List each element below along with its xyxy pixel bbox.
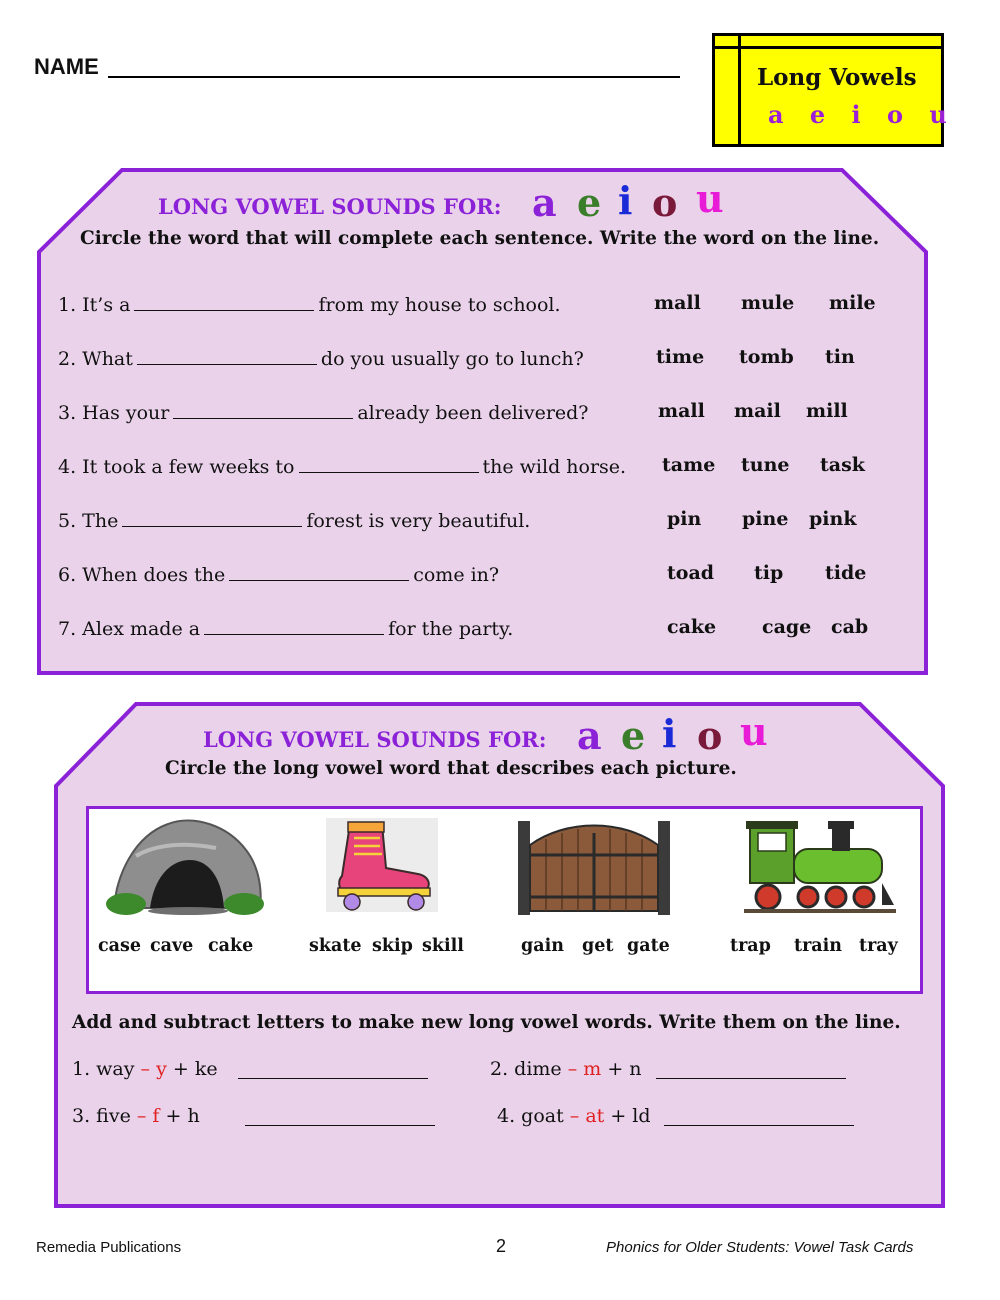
section1-instruction: Circle the word that will complete each sentence. Write the word on the line.	[80, 228, 880, 249]
math-problem: 2. dime – m + n	[490, 1058, 642, 1080]
sentence-row: 3. Has your already been delivered?	[58, 402, 589, 424]
answer-blank[interactable]	[173, 400, 353, 419]
cave-icon	[106, 816, 266, 916]
footer-book-title: Phonics for Older Students: Vowel Task Cards	[606, 1239, 914, 1256]
option-word[interactable]: task	[820, 454, 865, 476]
picture-word[interactable]: get	[582, 936, 614, 956]
option-word[interactable]: cage	[762, 616, 812, 638]
math-problem: 4. goat – at + ld	[497, 1105, 651, 1127]
option-word[interactable]: tomb	[739, 346, 794, 368]
option-word[interactable]: mile	[829, 292, 876, 314]
vowel-u: u	[740, 709, 768, 754]
option-word[interactable]: mill	[806, 400, 848, 422]
option-word[interactable]: tame	[662, 454, 716, 476]
answer-blank[interactable]	[299, 454, 479, 473]
section2-instruction-2: Add and subtract letters to make new long vowel words. Write them on the line.	[72, 1012, 901, 1033]
option-word[interactable]: time	[656, 346, 705, 368]
option-word[interactable]: toad	[667, 562, 715, 584]
vowel-i: i	[618, 178, 633, 223]
picture-word-group	[98, 936, 141, 956]
name-label: NAME	[34, 54, 99, 79]
math-answer-line[interactable]	[245, 1125, 435, 1126]
option-word[interactable]: tin	[825, 346, 855, 368]
picture-word[interactable]: cave	[150, 936, 194, 956]
option-word[interactable]: pink	[809, 508, 857, 530]
option-word[interactable]: tip	[754, 562, 784, 584]
option-word[interactable]: mall	[658, 400, 705, 422]
vowel-o: o	[697, 713, 723, 758]
answer-blank[interactable]	[134, 292, 314, 311]
footer-publisher: Remedia Publications	[36, 1239, 182, 1256]
option-word[interactable]: mail	[734, 400, 781, 422]
math-answer-line[interactable]	[664, 1125, 854, 1126]
option-word[interactable]: tide	[825, 562, 867, 584]
answer-blank[interactable]	[229, 562, 409, 581]
train-icon	[744, 817, 896, 917]
answer-blank[interactable]	[122, 508, 302, 527]
option-word[interactable]: mall	[654, 292, 701, 314]
math-problem: 3. five – f + h	[72, 1105, 200, 1127]
vowel-i: i	[662, 711, 677, 756]
sentence-row: 2. What do you usually go to lunch?	[58, 348, 584, 370]
answer-blank[interactable]	[137, 346, 317, 365]
vowel-o: o	[652, 180, 678, 225]
section2-title: LONG VOWEL SOUNDS FOR:	[203, 727, 547, 752]
math-problem: 1. way – y + ke	[72, 1058, 218, 1080]
tab-title: Long Vowels	[757, 64, 917, 91]
option-word[interactable]: mule	[741, 292, 795, 314]
vowel-e: e	[621, 713, 646, 758]
sentence-row: 7. Alex made a for the party.	[58, 618, 514, 640]
section2-instruction: Circle the long vowel word that describes each picture.	[165, 758, 737, 779]
sentence-row: 1. It’s a from my house to school.	[58, 294, 561, 316]
sentence-row: 4. It took a few weeks to the wild horse.	[58, 456, 627, 478]
gate-icon	[516, 815, 672, 915]
picture-word[interactable]: tray	[859, 936, 898, 956]
picture-word[interactable]: case	[98, 936, 141, 956]
picture-word[interactable]: gain	[521, 936, 564, 956]
vowel-a: a	[532, 180, 557, 225]
picture-word[interactable]: gate	[627, 936, 670, 956]
math-answer-line[interactable]	[656, 1078, 846, 1079]
option-word[interactable]: cake	[667, 616, 717, 638]
answer-blank[interactable]	[204, 616, 384, 635]
tab-vowels: a e i o u	[768, 100, 956, 129]
page-number: 2	[496, 1236, 507, 1256]
picture-word[interactable]: train	[794, 936, 843, 956]
option-word[interactable]: pine	[742, 508, 789, 530]
option-word[interactable]: tune	[741, 454, 790, 476]
roller-skate-icon	[326, 818, 438, 912]
vowel-e: e	[577, 180, 602, 225]
sentence-row: 5. The forest is very beautiful.	[58, 510, 531, 532]
picture-word[interactable]: skate	[309, 936, 362, 956]
math-answer-line[interactable]	[238, 1078, 428, 1079]
vowel-u: u	[696, 176, 724, 221]
picture-word[interactable]: skill	[422, 936, 464, 956]
sentence-row: 6. When does the come in?	[58, 564, 500, 586]
option-word[interactable]: pin	[667, 508, 702, 530]
option-word[interactable]: cab	[831, 616, 869, 638]
vowel-a: a	[577, 713, 602, 758]
section1-title: LONG VOWEL SOUNDS FOR:	[158, 194, 502, 219]
picture-word[interactable]: skip	[372, 936, 413, 956]
picture-word[interactable]: cake	[208, 936, 254, 956]
picture-word[interactable]: trap	[730, 936, 771, 956]
